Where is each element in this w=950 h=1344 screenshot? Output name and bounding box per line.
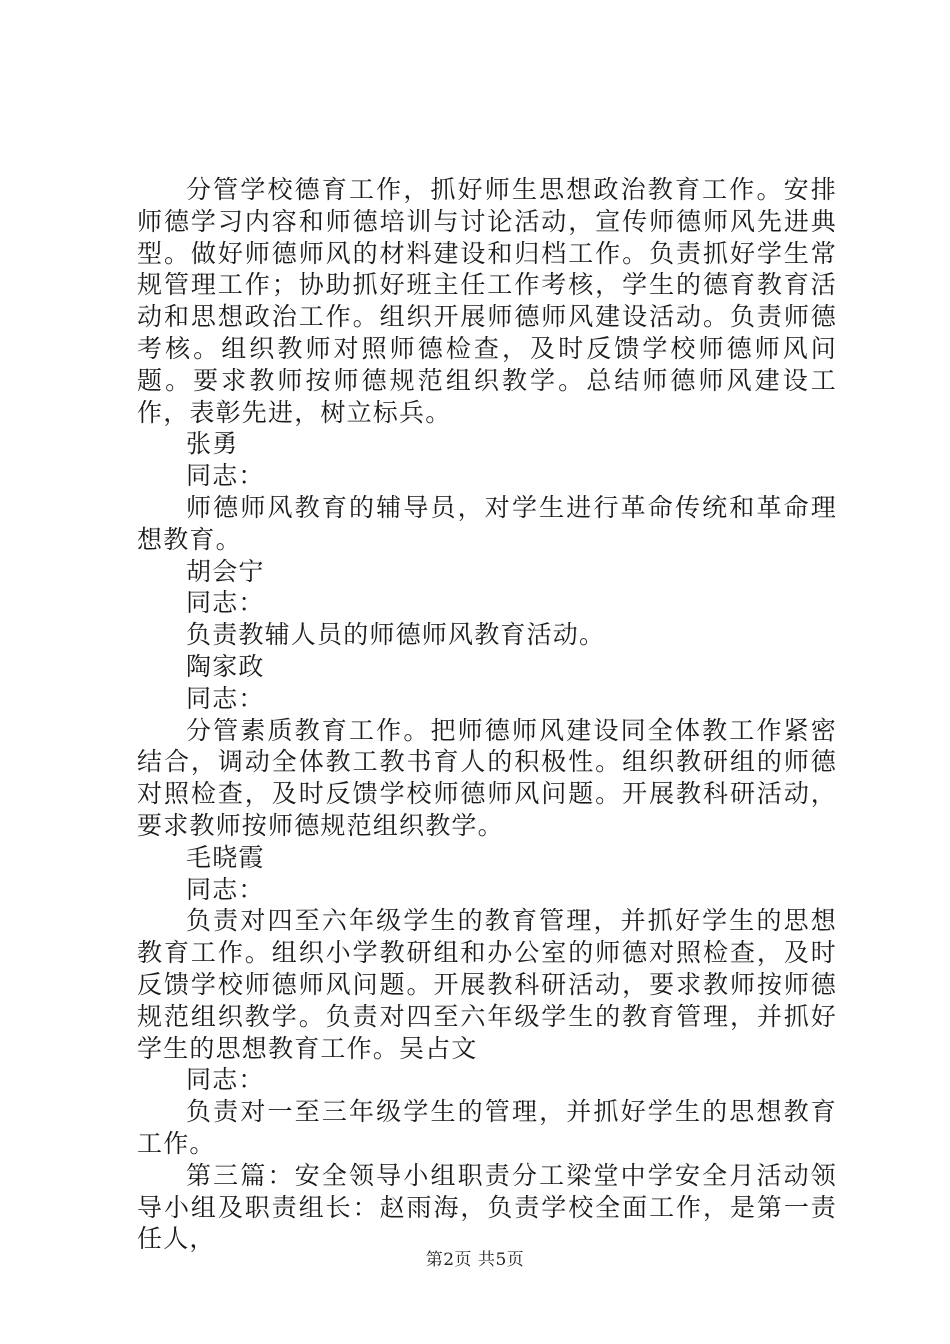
paragraph-deyu-duties: 分管学校德育工作，抓好师生思想政治教育工作。安排师德学习内容和师德培训与讨论活动，宣传师德师风先进典型。做好师德师风的材料建设和归档工作。负责抓好学生常规管理工作；协助抓好班主任工作考核，学生的德育教育活动和思想政治工作。组织开展师德师风建设活动。负责师德考核。组织教师对照师德检查，及时反馈学校师德师风问题。要求教师按师德规范组织教学。总结师德师风建设工作，表彰先进，树立标兵。 — [137, 175, 837, 427]
paragraph-counselor-duties: 师德师风教育的辅导员，对学生进行革命传统和革命理想教育。 — [137, 492, 837, 554]
person-name-hu-huining: 胡会宁 — [186, 556, 265, 586]
comrade-label: 同志： — [186, 683, 265, 713]
paragraph-auxiliary-staff-duties: 负责教辅人员的师德师风教育活动。 — [186, 620, 606, 650]
comrade-label: 同志： — [186, 1065, 265, 1095]
paragraph-quality-education-duties: 分管素质教育工作。把师德师风建设同全体教工作紧密结合，调动全体教工教书育人的积极性。组织教研组的师德对照检查，及时反馈学校师德师风问题。开展教科研活动，要求教师按师德规范组织教学。 — [137, 715, 837, 840]
person-name-zhang-yong: 张勇 — [186, 429, 239, 459]
person-name-mao-xiaoxia: 毛晓霞 — [186, 842, 265, 872]
document-body — [137, 174, 837, 1255]
page-number-footer: 第2页 共5页 — [425, 1250, 525, 1270]
person-name-tao-jiazheng: 陶家政 — [186, 651, 265, 681]
paragraph-section-three-heading: 第三篇：安全领导小组职责分工梁堂中学安全月活动领导小组及职责组长：赵雨海，负责学校全面工作，是第一责任人， — [137, 1160, 837, 1254]
comrade-label: 同志： — [186, 588, 265, 618]
paragraph-grades-four-six-duties: 负责对四至六年级学生的教育管理，并抓好学生的思想教育工作。组织小学教研组和办公室的师德对照检查，及时反馈学校师德师风问题。开展教科研活动，要求教师按师德规范组织教学。负责对四至六年级学生的教育管理，并抓好学生的思想教育工作。吴占文 — [137, 906, 837, 1063]
comrade-label: 同志： — [186, 874, 265, 904]
paragraph-grades-one-three-duties: 负责对一至三年级学生的管理，并抓好学生的思想教育工作。 — [137, 1097, 837, 1158]
comrade-label: 同志： — [186, 461, 265, 491]
